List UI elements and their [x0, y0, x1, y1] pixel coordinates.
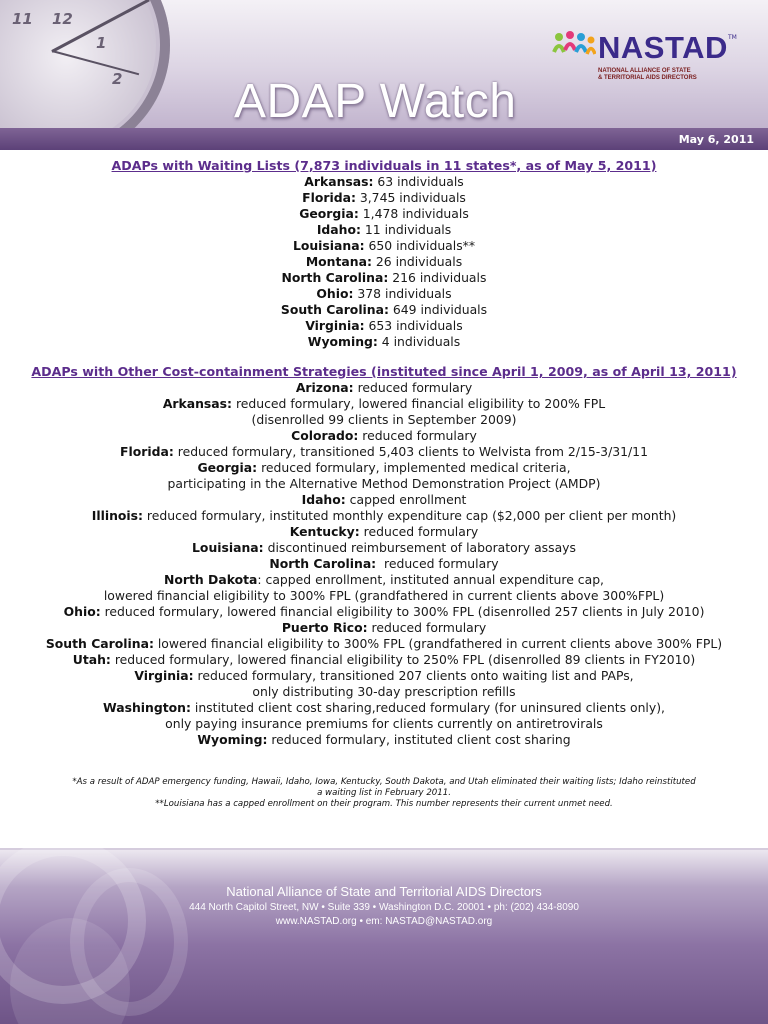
list-item: [0, 700, 768, 716]
list-item: [0, 380, 768, 396]
state-name: North Carolina:: [281, 270, 389, 285]
list-item: [0, 716, 768, 732]
cost-containment-list: [0, 380, 768, 748]
list-item: [0, 286, 768, 302]
clock-number: 1: [96, 34, 107, 52]
state-name: Kentucky:: [289, 524, 360, 539]
page-header: [0, 0, 768, 150]
footer-contact: www.NASTAD.org • em: NASTAD@NASTAD.org: [275, 916, 493, 927]
state-name: Idaho:: [316, 222, 361, 237]
header-bar: [0, 128, 768, 150]
list-item: [0, 572, 768, 588]
cost-containment-heading: ADAPs with Other Cost-containment Strategies (instituted since April 1, 2009, as of April 13, 2011): [31, 364, 737, 379]
logo-subtitle-line: NATIONAL ALLIANCE OF STATE: [598, 68, 691, 74]
list-item: [0, 476, 768, 492]
item-detail: lowered financial eligibility to 300% FPL (grandfathered in current clients above 300%FPL): [103, 588, 665, 603]
list-item: [0, 428, 768, 444]
clock-number: 2: [112, 70, 123, 88]
state-name: Washington:: [103, 700, 191, 715]
item-detail: : capped enrollment, instituted annual expenditure cap,: [257, 572, 604, 587]
list-item: [0, 684, 768, 700]
page-title: ADAP Watch: [234, 75, 517, 128]
list-item: [0, 604, 768, 620]
list-item: [0, 588, 768, 604]
footer-address: 444 North Capitol Street, NW • Suite 339 • Washington D.C. 20001 • ph: (202) 434-8090: [189, 902, 579, 913]
item-detail: 63 individuals: [373, 174, 464, 189]
item-detail: 378 individuals: [353, 286, 452, 301]
state-name: South Carolina:: [280, 302, 389, 317]
item-detail: 653 individuals: [364, 318, 463, 333]
logo-subtitle: [598, 68, 738, 82]
footnote: a waiting list in February 2011.: [317, 788, 451, 798]
state-name: North Carolina:: [269, 556, 377, 571]
item-detail: reduced formulary, lowered financial eligibility to 300% FPL (disenrolled 257 clients in July 2010): [100, 604, 705, 619]
item-detail: reduced formulary: [376, 556, 499, 571]
state-name: Ohio:: [63, 604, 101, 619]
item-detail: (disenrolled 99 clients in September 2009): [251, 412, 517, 427]
item-detail: reduced formulary, transitioned 207 clients onto waiting list and PAPs,: [193, 668, 634, 683]
state-name: Colorado:: [291, 428, 359, 443]
list-item: [0, 396, 768, 412]
main-content: [0, 158, 768, 748]
item-detail: capped enrollment: [345, 492, 467, 507]
logo-trademark: TM: [728, 34, 737, 41]
list-item: [0, 334, 768, 350]
list-item: [0, 652, 768, 668]
list-item: [0, 620, 768, 636]
list-item: [0, 238, 768, 254]
nastad-logo: [552, 28, 742, 88]
item-detail: 216 individuals: [388, 270, 487, 285]
item-detail: instituted client cost sharing,reduced formulary (for uninsured clients only),: [190, 700, 665, 715]
state-name: Wyoming:: [307, 334, 378, 349]
list-item: [0, 270, 768, 286]
item-detail: 649 individuals: [388, 302, 488, 317]
list-item: [0, 668, 768, 684]
list-item: [0, 174, 768, 190]
item-detail: 3,745 individuals: [355, 190, 466, 205]
item-detail: reduced formulary: [353, 380, 473, 395]
list-item: [0, 540, 768, 556]
state-name: Montana:: [305, 254, 372, 269]
footnotes: [40, 777, 728, 810]
item-detail: 650 individuals**: [364, 238, 476, 253]
state-name: Puerto Rico:: [281, 620, 368, 635]
issue-date: May 6, 2011: [678, 133, 754, 146]
item-detail: reduced formulary, instituted monthly expenditure cap ($2,000 per client per month): [142, 508, 677, 523]
state-name: Wyoming:: [197, 732, 268, 747]
item-detail: 11 individuals: [360, 222, 452, 237]
clock-number: 12: [52, 10, 73, 28]
item-detail: reduced formulary, lowered financial eligibility to 250% FPL (disenrolled 89 clients in FY2010): [110, 652, 696, 667]
list-item: [0, 444, 768, 460]
item-detail: reduced formulary: [359, 524, 479, 539]
list-item: [0, 254, 768, 270]
list-item: [0, 460, 768, 476]
state-name: Ohio:: [316, 286, 354, 301]
list-item: [0, 732, 768, 748]
state-name: Georgia:: [197, 460, 258, 475]
state-name: Louisiana:: [292, 238, 365, 253]
list-item: [0, 492, 768, 508]
list-item: [0, 302, 768, 318]
logo-wordmark: NASTAD: [598, 30, 728, 65]
state-name: Georgia:: [299, 206, 359, 221]
state-name: Arizona:: [295, 380, 354, 395]
state-name: Virginia:: [305, 318, 365, 333]
item-detail: only paying insurance premiums for clients currently on antiretrovirals: [165, 716, 603, 731]
item-detail: reduced formulary, lowered financial eligibility to 200% FPL: [232, 396, 606, 411]
state-name: Florida:: [120, 444, 174, 459]
state-name: Arkansas:: [304, 174, 374, 189]
state-name: Louisiana:: [192, 540, 264, 555]
state-name: Utah:: [72, 652, 111, 667]
item-detail: reduced formulary: [358, 428, 477, 443]
list-item: [0, 222, 768, 238]
footnote: **Louisiana has a capped enrollment on their program. This number represents their current unmet need.: [155, 799, 613, 809]
list-item: [0, 524, 768, 540]
state-name: Virginia:: [134, 668, 194, 683]
state-name: South Carolina:: [45, 636, 154, 651]
waiting-lists-heading: ADAPs with Waiting Lists (7,873 individuals in 11 states*, as of May 5, 2011): [111, 158, 657, 173]
state-name: Illinois:: [91, 508, 143, 523]
item-detail: reduced formulary, transitioned 5,403 clients to Welvista from 2/15-3/31/11: [173, 444, 648, 459]
page-footer: [0, 848, 768, 1024]
clock-number: 11: [12, 10, 33, 28]
item-detail: 4 individuals: [377, 334, 461, 349]
item-detail: participating in the Alternative Method Demonstration Project (AMDP): [167, 476, 601, 491]
state-name: Idaho:: [301, 492, 346, 507]
list-item: [0, 636, 768, 652]
waiting-lists: [0, 174, 768, 350]
footer-org-name: National Alliance of State and Territorial AIDS Directors: [226, 884, 542, 899]
item-detail: discontinued reimbursement of laboratory assays: [263, 540, 576, 555]
item-detail: 1,478 individuals: [358, 206, 469, 221]
list-item: [0, 556, 768, 572]
list-item: [0, 412, 768, 428]
list-item: [0, 206, 768, 222]
item-detail: reduced formulary: [367, 620, 487, 635]
item-detail: 26 individuals: [371, 254, 463, 269]
item-detail: reduced formulary, instituted client cost sharing: [267, 732, 571, 747]
state-name: Florida:: [302, 190, 356, 205]
state-name: North Dakota: [164, 572, 258, 587]
footnote: *As a result of ADAP emergency funding, Hawaii, Idaho, Iowa, Kentucky, South Dakota, and Utah eliminated their waiting lists; Idaho reinstituted: [72, 777, 696, 787]
state-name: Arkansas:: [162, 396, 233, 411]
list-item: [0, 508, 768, 524]
item-detail: lowered financial eligibility to 300% FPL (grandfathered in current clients above 300% FPL): [153, 636, 723, 651]
item-detail: only distributing 30-day prescription refills: [252, 684, 516, 699]
logo-subtitle-line: & TERRITORIAL AIDS DIRECTORS: [598, 75, 697, 81]
people-logo-icon: [552, 30, 596, 68]
list-item: [0, 318, 768, 334]
list-item: [0, 190, 768, 206]
item-detail: reduced formulary, implemented medical criteria,: [257, 460, 571, 475]
clock-hand: [52, 50, 139, 75]
